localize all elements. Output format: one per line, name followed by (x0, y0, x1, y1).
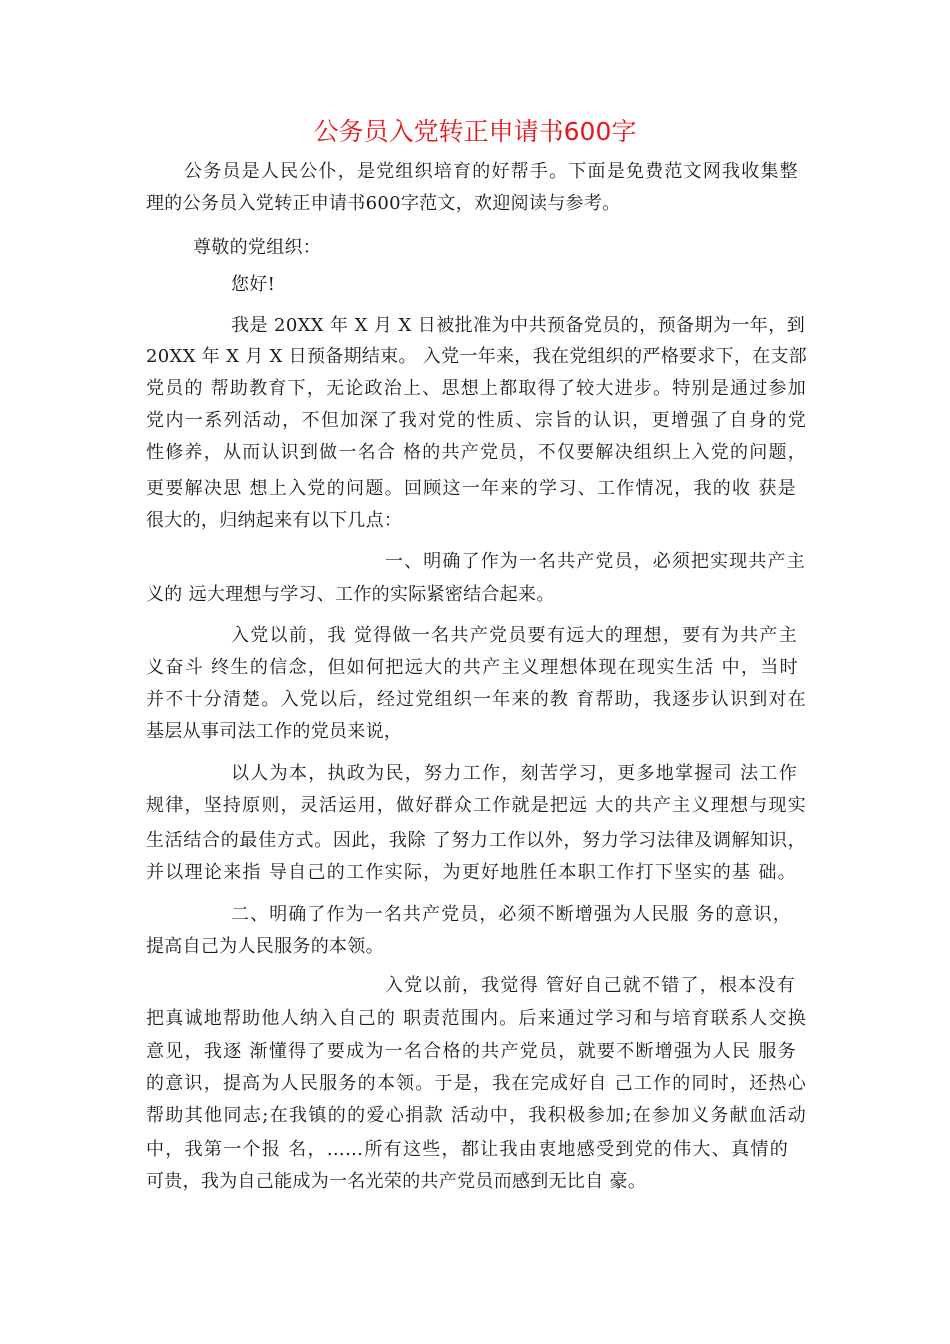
h1-line-1: 一、明确了作为一名共产党员，必须把实现共产主 (385, 551, 805, 572)
p2-line-2: 义奋斗 终生的信念，但如何把远大的共产主义理想体现在现实生活 中，当时 (146, 657, 798, 678)
p3-line-1: 以人为本，执政为民，努力工作，刻苦学习，更多地掌握司 法工作 (231, 763, 797, 784)
intro-line-2: 理的公务员入党转正申请书600字范文，欢迎阅读与参考。 (146, 193, 621, 214)
p1-line-5: 性修养，从而认识到做一名合 格的共产党员，不仅要解决组织上入党的问题， (146, 442, 806, 463)
p1-line-4: 党内一系列活动，不但加深了我对党的性质、宗旨的认识，更增强了自身的党 (146, 410, 806, 431)
p3-line-4: 并以理论来指 导自己的工作实际，为更好地胜任本职工作打下坚实的基 础。 (146, 862, 796, 883)
h2-line-1: 二、明确了作为一名共产党员，必须不断增强为人民服 务的意识， (231, 904, 791, 925)
h2-line-2: 提高自己为人民服务的本领。 (146, 936, 384, 957)
p4-line-1: 入党以前，我觉得 管好自己就不错了，根本没有 (385, 975, 795, 996)
h1-line-2: 义的 远大理想与学习、工作的实际紧密结合起来。 (146, 584, 555, 605)
intro-line-1: 公务员是人民公仆，是党组织培育的好帮手。下面是免费范文网我收集整 (184, 161, 798, 182)
p1-line-3: 党员的 帮助教育下，无论政治上、思想上都取得了较大进步。特别是通过参加 (146, 378, 806, 399)
p2-line-4: 基层从事司法工作的党员来说， (146, 721, 403, 742)
p1-line-2: 20XX 年 X 月 X 日预备期结束。 入党一年来，我在党组织的严格要求下，在支部 (146, 346, 808, 367)
p2-line-3: 并不十分清楚。入党以后，经过党组织一年来的教 育帮助，我逐步认识到对在 (146, 689, 806, 710)
p4-line-5: 帮助其他同志;在我镇的的爱心捐款 活动中，我积极参加;在参加义务献血活动 (146, 1105, 806, 1126)
p1-line-1: 我是 20XX 年 X 月 X 日被批准为中共预备党员的，预备期为一年，到 (231, 315, 805, 336)
p2-line-1: 入党以前，我 觉得做一名共产党员要有远大的理想，要有为共产主 (231, 625, 797, 646)
document-title: 公务员入党转正申请书600字 (313, 117, 637, 146)
p4-line-4: 的意识，提高为人民服务的本领。于是，我在完成好自 己工作的同时，还热心 (146, 1073, 806, 1094)
p1-line-7: 很大的，归纳起来有以下几点： (146, 510, 403, 531)
p3-line-2: 规律，坚持原则，灵活运用，做好群众工作就是把远 大的共产主义理想与现实 (146, 795, 806, 816)
p4-line-7: 可贵，我为自己能成为一名光荣的共产党员而感到无比自 豪。 (146, 1171, 647, 1192)
p4-line-6: 中，我第一个报 名，……所有这些，都让我由衷地感受到党的伟大、真情的 (146, 1139, 788, 1160)
p4-line-2: 把真诚地帮助他人纳入自己的 职责范围内。后来通过学习和与培育联系人交换 (146, 1008, 806, 1029)
salutation: 尊敬的党组织： (193, 237, 322, 258)
p3-line-3: 生活结合的最佳方式。因此，我除 了努力工作以外，努力学习法律及调解知识， (146, 830, 806, 851)
p1-line-6: 更要解决思 想上入党的问题。回顾这一年来的学习、工作情况，我的收 获是 (146, 478, 796, 499)
p4-line-3: 意见，我逐 渐懂得了要成为一名合格的共产党员，就要不断增强为人民 服务 (146, 1041, 796, 1062)
greeting: 您好! (231, 274, 276, 295)
